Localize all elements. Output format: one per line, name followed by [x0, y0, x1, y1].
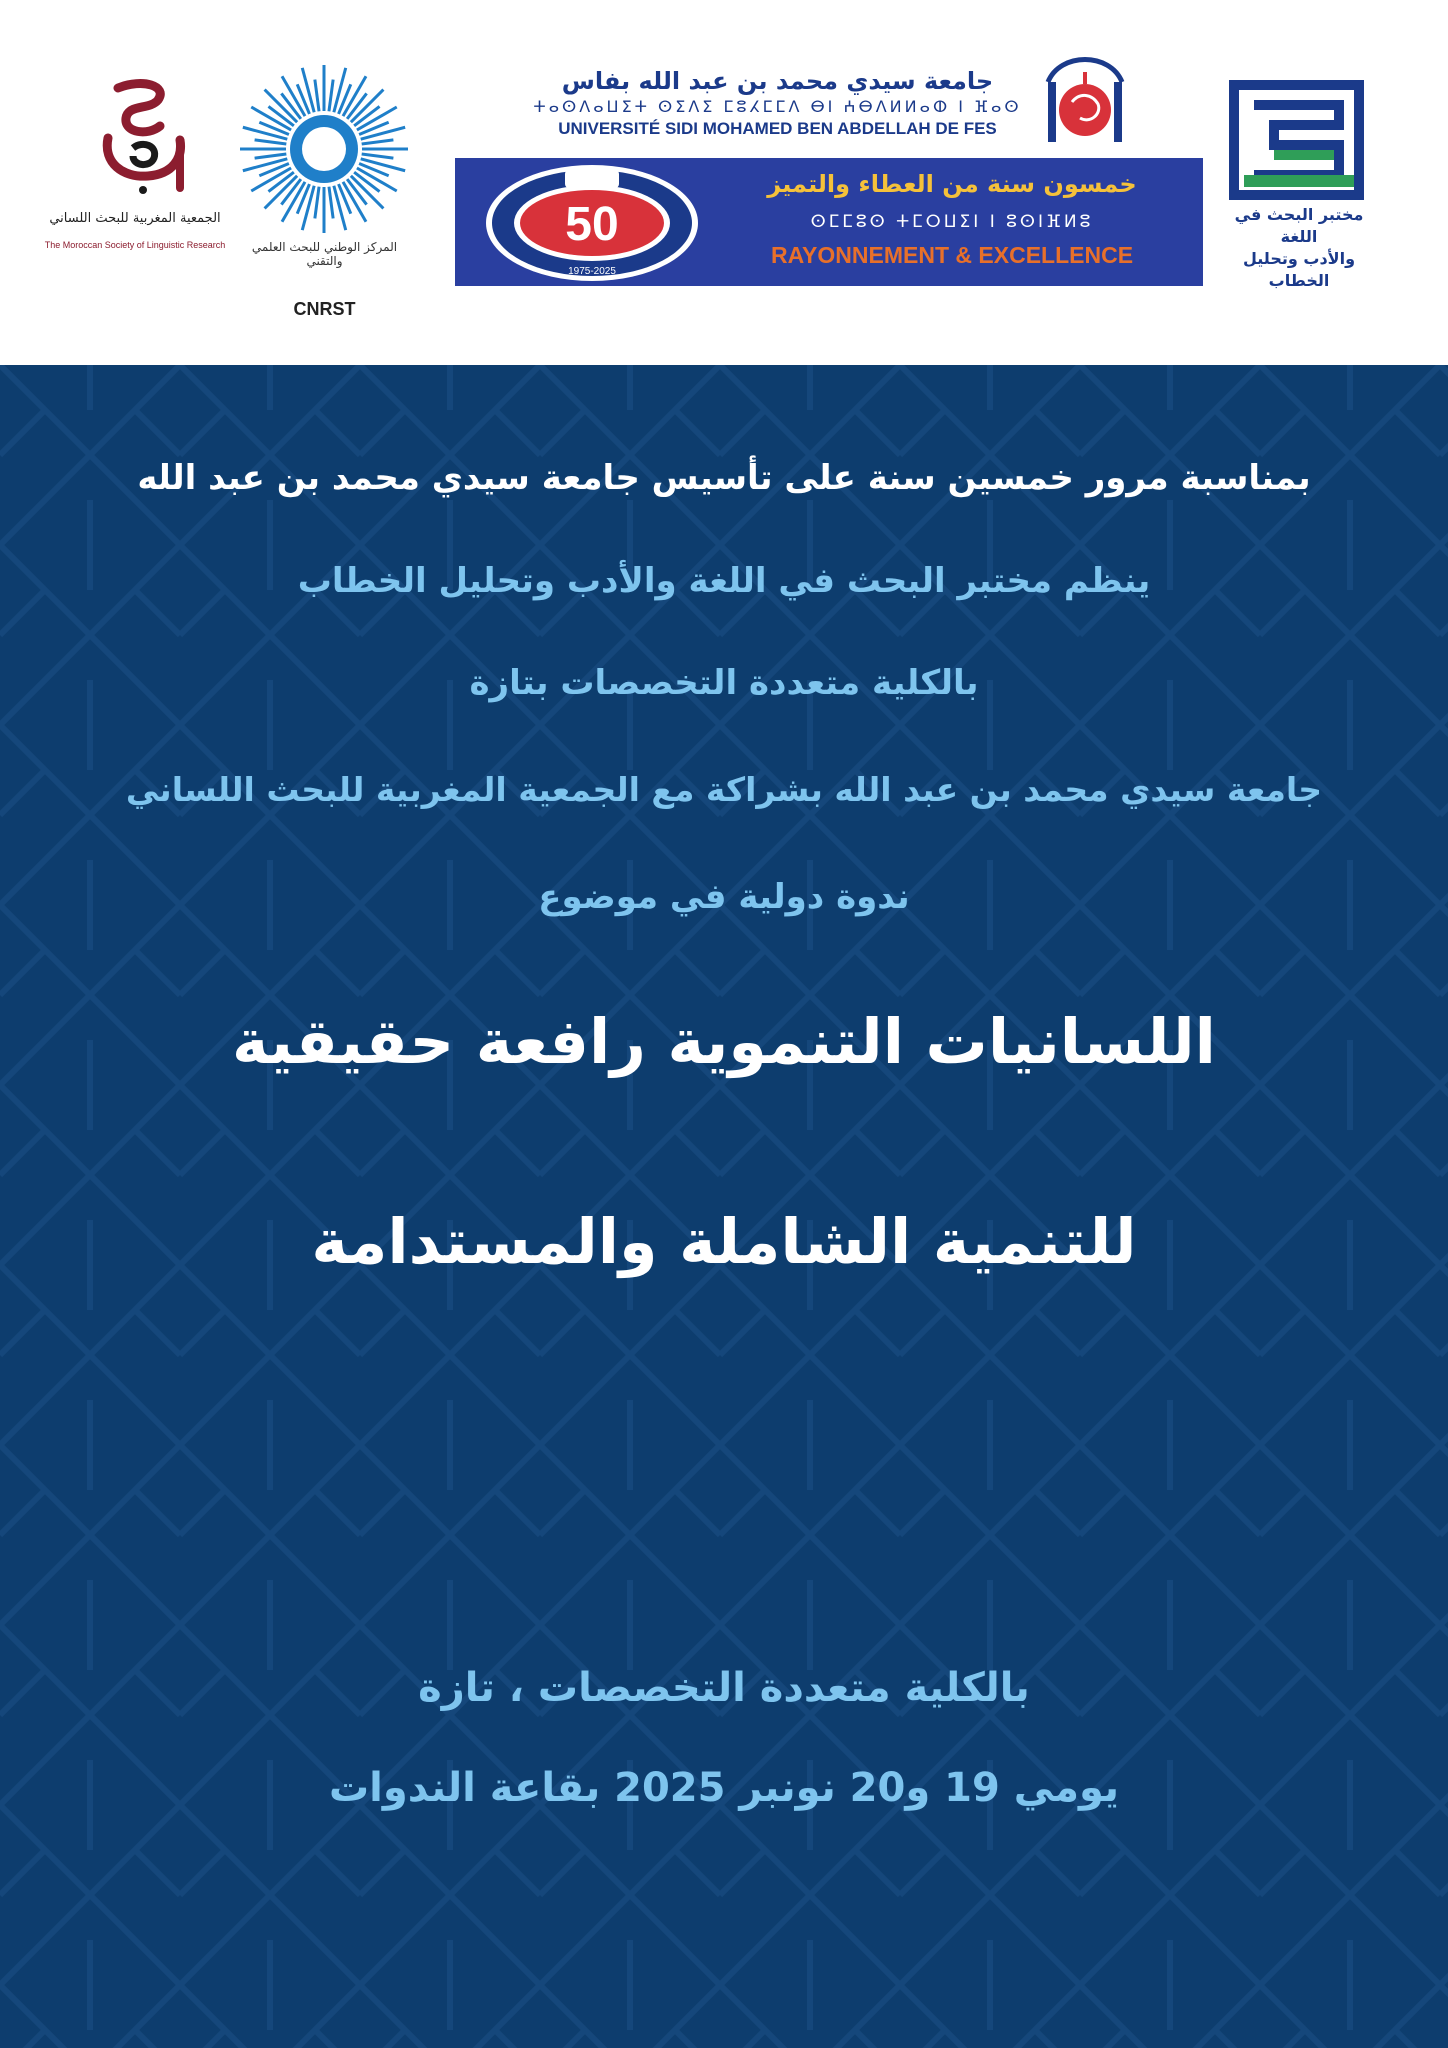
sun-ray — [362, 154, 394, 158]
title-line-2: للتنمية الشاملة والمستدامة — [311, 1205, 1137, 1278]
sun-ray — [315, 187, 319, 219]
usmba-logo — [455, 52, 1205, 292]
sun-ray — [302, 68, 314, 112]
smrl-name-en: The Moroccan Society of Linguistic Research — [44, 240, 226, 250]
banner-title-ar: خمسون سنة من العطاء والتميز — [767, 170, 1137, 198]
cnrst-name-ar: المركز الوطني للبحث العلمي والتقني — [251, 240, 398, 268]
sun-ray — [334, 186, 346, 230]
seal-years: 1975-2025 — [568, 266, 616, 277]
faculty-line: بالكلية متعددة التخصصات بتازة — [469, 663, 979, 703]
smrl-logo — [30, 78, 240, 258]
lab-logo — [1214, 80, 1384, 290]
cnrst-acronym: CNRST — [293, 299, 356, 319]
usmba-name-fr: UNIVERSITÉ SIDI MOHAMED BEN ABDELLAH DE FES — [558, 119, 997, 138]
sun-ray — [361, 127, 405, 139]
title-line-1: اللسانيات التنموية رافعة حقيقية — [232, 1005, 1216, 1078]
sun-ray — [302, 186, 314, 230]
banner-title-tifinagh: ⵙⵎⵎⵓⵙ ⵜⵎⵔⵡⵉⵏ ⵏ ⵓⵙⵏⴼⵍⵓ — [810, 212, 1094, 232]
lab-name-line1: مختبر البحث في اللغة — [1234, 205, 1364, 246]
date-line: يومي 19 و20 نونبر 2025 بقاعة الندوات — [328, 1765, 1120, 1811]
venue-line: بالكلية متعددة التخصصات ، تازة — [418, 1665, 1030, 1711]
organizer-line: ينظم مختبر البحث في اللغة والأدب وتحليل الخطاب — [297, 561, 1151, 601]
cnrst-sun-icon — [237, 62, 412, 237]
sun-ray — [255, 154, 287, 158]
symposium-line: ندوة دولية في موضوع — [538, 877, 910, 917]
sun-ray — [362, 140, 394, 144]
sun-ray — [243, 127, 287, 139]
lab-kufic-icon — [1224, 80, 1369, 200]
seal-number: 50 — [565, 198, 619, 251]
sun-ray — [255, 140, 287, 144]
sun-ray — [334, 68, 346, 112]
partnership-line: جامعة سيدي محمد بن عبد الله بشراكة مع الجمعية المغربية للبحث اللساني — [125, 770, 1323, 809]
banner-title-fr: RAYONNEMENT & EXCELLENCE — [770, 242, 1134, 268]
announcement-body — [0, 365, 1448, 2048]
sun-ray — [315, 80, 319, 112]
smrl-calligraphy-icon — [88, 78, 198, 198]
usmba-emblem-icon — [1040, 52, 1130, 147]
usmba-name-tifinagh: ⵜⴰⵙⴷⴰⵡⵉⵜ ⵙⵉⴷⵉ ⵎⵓⵃⵎⵎⴷ ⴱⵏ ⵄⴱⴷⵍⵍⴰⵀ ⵏ ⴼⴰⵙ — [533, 97, 1022, 116]
header — [0, 0, 1448, 365]
usmba-names — [515, 66, 1040, 140]
fifty-years-seal — [483, 162, 701, 284]
cnrst-logo — [232, 62, 417, 319]
lab-name — [1214, 204, 1384, 292]
usmba-name-ar: جامعة سيدي محمد بن عبد الله بفاس — [561, 67, 994, 95]
sun-ray — [329, 80, 333, 112]
occasion-line: بمناسبة مرور خمسين سنة على تأسيس جامعة سيدي محمد بن عبد الله — [137, 458, 1311, 498]
lab-name-line2: والأدب وتحليل الخطاب — [1242, 249, 1356, 290]
sun-ray — [243, 159, 287, 171]
anniversary-banner — [455, 158, 1203, 286]
sun-ray — [329, 187, 333, 219]
sun-ray — [361, 159, 405, 171]
smrl-name-ar: الجمعية المغربية للبحث اللساني — [49, 211, 221, 226]
